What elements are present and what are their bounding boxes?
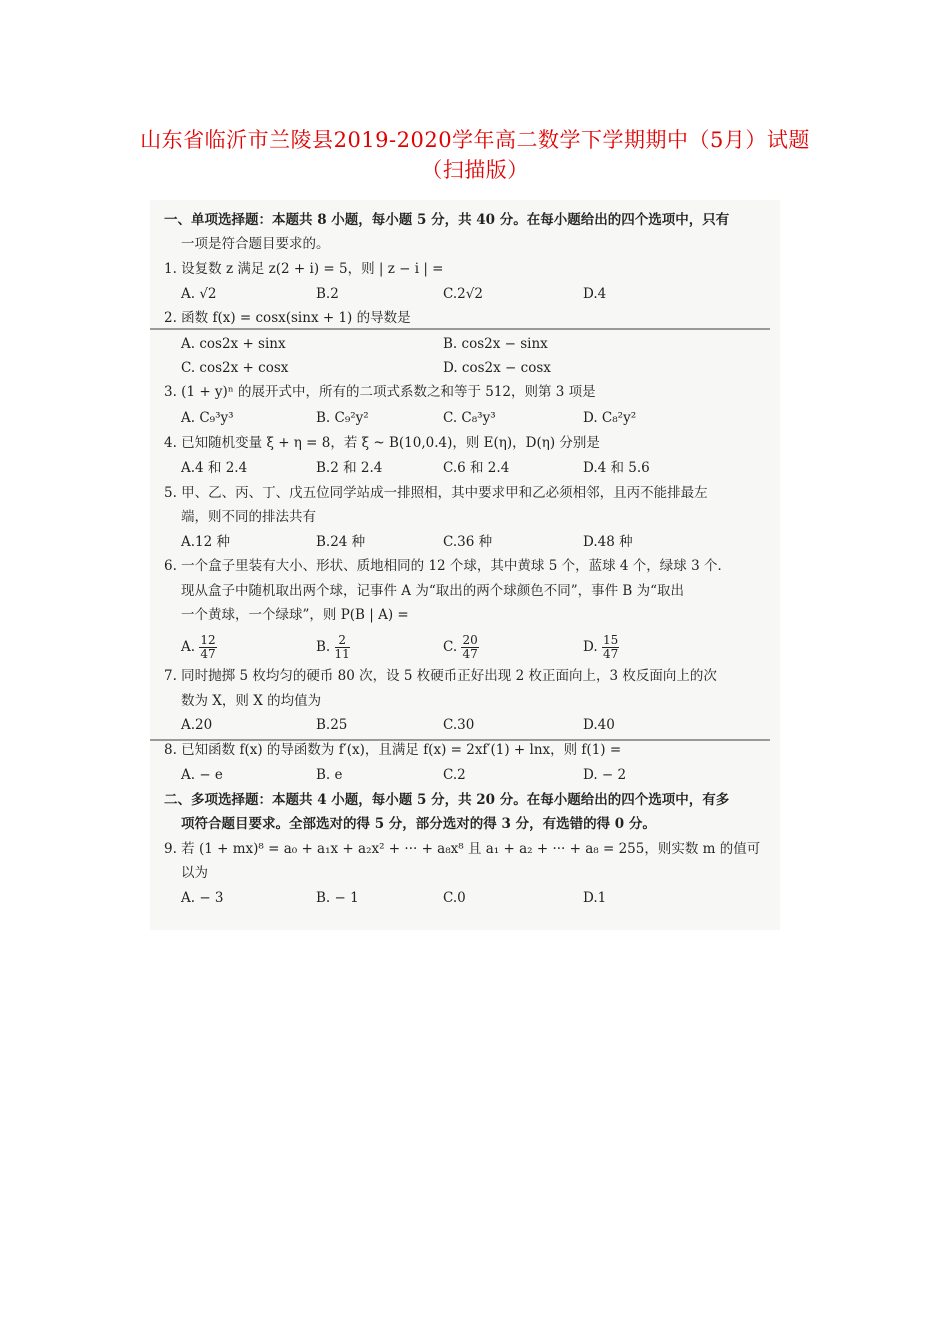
q6-option-d xyxy=(583,634,619,661)
q3-option-d: D. C₈²y² xyxy=(583,410,637,426)
q3-option-a: A. C₉³y³ xyxy=(181,410,234,426)
denominator: 11 xyxy=(334,647,350,661)
q2-option-a: A. cos2x + sinx xyxy=(181,336,286,352)
document-title: 山东省临沂市兰陵县2019-2020学年高二数学下学期期中（5月）试题 xyxy=(140,128,810,152)
q9-option-b: B. − 1 xyxy=(316,890,359,906)
scan-fold-line xyxy=(150,328,770,330)
question-5-stem: 5. 甲、乙、丙、丁、戊五位同学站成一排照相，其中要求甲和乙必须相邻，且丙不能排最左 xyxy=(164,485,708,501)
q3-option-b: B. C₉²y² xyxy=(316,410,369,426)
option-letter: A. xyxy=(181,639,196,655)
option-letter: C. xyxy=(443,639,458,655)
q4-option-a: A.4 和 2.4 xyxy=(181,460,248,476)
q9-option-c: C.0 xyxy=(443,890,466,906)
question-6-stem: 一个黄球，一个绿球”，则 P(B | A) = xyxy=(181,607,409,623)
q6-option-b xyxy=(316,634,350,661)
q8-option-c: C.2 xyxy=(443,767,466,783)
question-3-stem: 3. (1 + y)ⁿ 的展开式中，所有的二项式系数之和等于 512，则第 3 项是 xyxy=(164,384,596,400)
fraction xyxy=(335,634,350,661)
section1-header: 一项是符合题目要求的。 xyxy=(181,236,330,252)
q8-option-a: A. − e xyxy=(181,767,223,783)
q1-option-d: D.4 xyxy=(583,286,607,302)
fraction xyxy=(602,634,619,661)
denominator: 47 xyxy=(462,647,478,661)
q5-option-a: A.12 种 xyxy=(181,534,231,550)
question-9-stem: 以为 xyxy=(181,865,208,881)
q3-option-c: C. C₈³y³ xyxy=(443,410,496,426)
q2-option-d: D. cos2x − cosx xyxy=(443,360,551,376)
q1-option-a: A. √2 xyxy=(181,286,217,302)
q6-option-a xyxy=(181,634,217,661)
question-7-stem: 数为 X，则 X 的均值为 xyxy=(181,693,322,709)
question-8-stem: 8. 已知函数 f(x) 的导函数为 f′(x)，且满足 f(x) = 2xf′(1) + lnx，则 f(1) = xyxy=(164,742,622,758)
q7-option-c: C.30 xyxy=(443,717,475,733)
q2-option-c: C. cos2x + cosx xyxy=(181,360,289,376)
fraction xyxy=(461,634,478,661)
q6-option-c xyxy=(443,634,479,661)
q7-option-d: D.40 xyxy=(583,717,615,733)
q5-option-c: C.36 种 xyxy=(443,534,493,550)
fraction xyxy=(199,634,216,661)
q5-option-b: B.24 种 xyxy=(316,534,366,550)
q9-option-d: D.1 xyxy=(583,890,607,906)
q7-option-a: A.20 xyxy=(181,717,213,733)
option-letter: B. xyxy=(316,639,331,655)
question-4-stem: 4. 已知随机变量 ξ + η = 8，若 ξ ~ B(10,0.4)，则 E(η)，D(η) 分别是 xyxy=(164,435,600,451)
question-9-stem: 9. 若 (1 + mx)⁸ = a₀ + a₁x + a₂x² + ··· + a₈x⁸ 且 a₁ + a₂ + ··· + a₈ = 255，则实数 m 的值可 xyxy=(164,841,761,857)
question-2-stem: 2. 函数 f(x) = cosx(sinx + 1) 的导数是 xyxy=(164,310,411,326)
section1-header: 一、单项选择题：本题共 8 小题，每小题 5 分，共 40 分。在每小题给出的四个选项中，只有 xyxy=(164,212,730,228)
q9-option-a: A. − 3 xyxy=(181,890,224,906)
denominator: 47 xyxy=(602,647,619,661)
numerator: 20 xyxy=(462,633,478,647)
document-subtitle: （扫描版） xyxy=(421,158,529,182)
numerator: 15 xyxy=(602,633,619,647)
q1-option-b: B.2 xyxy=(316,286,339,302)
section2-header: 二、多项选择题：本题共 4 小题，每小题 5 分，共 20 分。在每小题给出的四个选项中，有多 xyxy=(164,792,730,808)
option-letter: D. xyxy=(583,639,598,655)
q8-option-b: B. e xyxy=(316,767,343,783)
q4-option-b: B.2 和 2.4 xyxy=(316,460,383,476)
q7-option-b: B.25 xyxy=(316,717,348,733)
question-1-stem: 1. 设复数 z 满足 z(2 + i) = 5，则 | z − i | = xyxy=(164,261,444,277)
q2-option-b: B. cos2x − sinx xyxy=(443,336,548,352)
q4-option-c: C.6 和 2.4 xyxy=(443,460,510,476)
q5-option-d: D.48 种 xyxy=(583,534,633,550)
section2-header: 项符合题目要求。全部选对的得 5 分，部分选对的得 3 分，有选错的得 0 分。 xyxy=(181,816,656,832)
q1-option-c: C.2√2 xyxy=(443,286,483,302)
question-6-stem: 现从盒子中随机取出两个球，记事件 A 为“取出的两个球颜色不同”，事件 B 为“取出 xyxy=(181,583,685,599)
q8-option-d: D. − 2 xyxy=(583,767,627,783)
numerator: 2 xyxy=(335,634,350,648)
q4-option-d: D.4 和 5.6 xyxy=(583,460,650,476)
question-5-stem: 端，则不同的排法共有 xyxy=(181,509,316,525)
question-7-stem: 7. 同时抛掷 5 枚均匀的硬币 80 次，设 5 枚硬币正好出现 2 枚正面向上，3 枚反面向上的次 xyxy=(164,668,717,684)
question-6-stem: 6. 一个盒子里装有大小、形状、质地相同的 12 个球，其中黄球 5 个，蓝球 4 个，绿球 3 个． xyxy=(164,558,731,574)
numerator: 12 xyxy=(200,633,216,647)
denominator: 47 xyxy=(200,647,216,661)
